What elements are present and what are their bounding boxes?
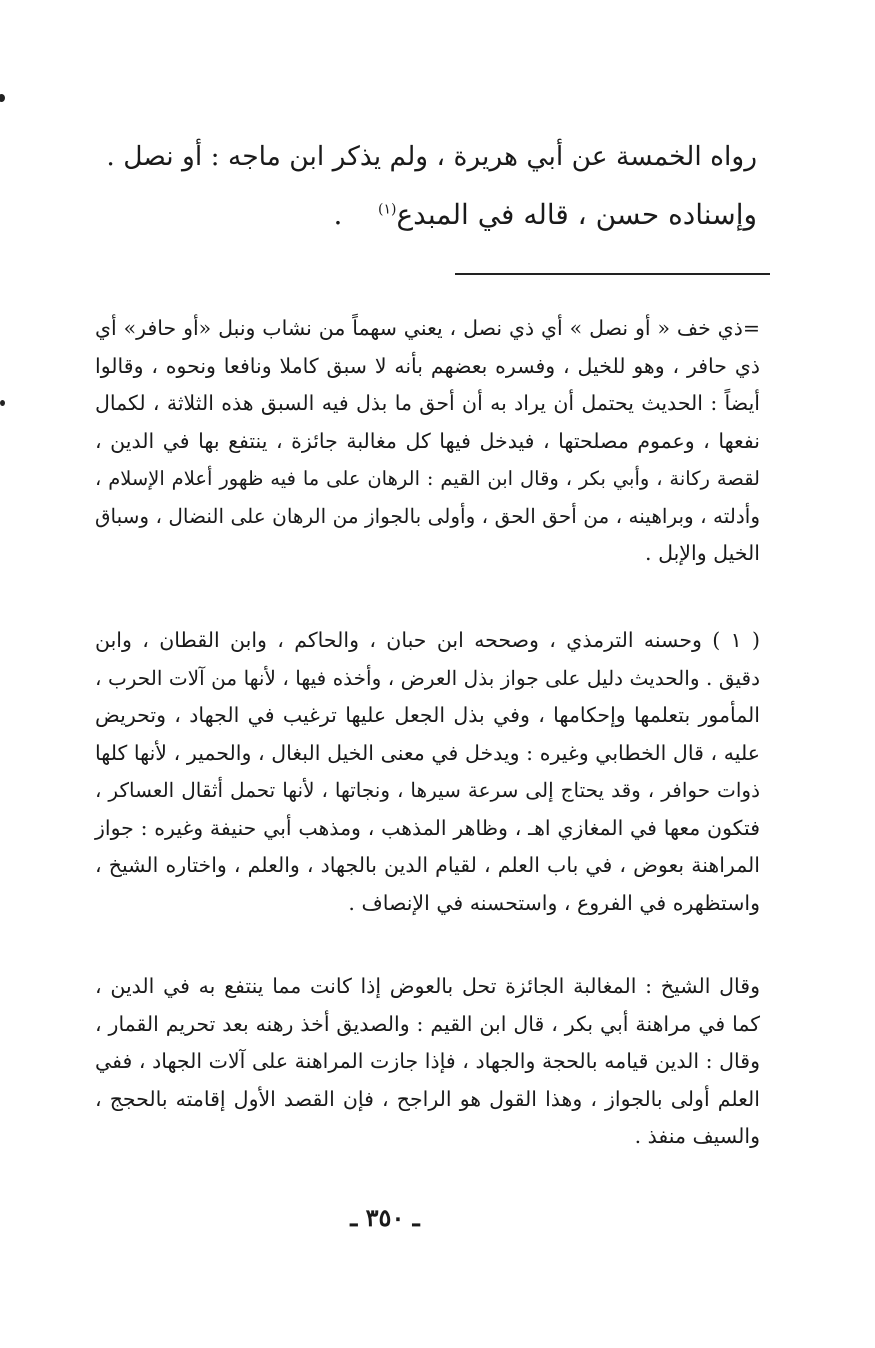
footnote-reference[interactable]: (١): [377, 201, 397, 218]
main-line: رواه الخمسة عن أبي هريرة ، ولم يذكر ابن ماجه : أو نصل .: [106, 141, 757, 172]
footnote-line: ذوات حوافر ، وقد يحتاج إلى سرعة سيرها ، ونجاتها ، لأنها تحمل أثقال العساكر ،: [95, 778, 760, 802]
footnote-separator: [455, 273, 770, 275]
footnote-line: لقصة ركانة ، وأبي بكر ، وقال ابن القيم : الرهان على ما فيه ظهور أعلام الإسلام ،: [95, 467, 760, 490]
footnote-line: =ذي خف « أو نصل » أي ذي نصل ، يعني سهماً من نشاب ونبل «أو حافر» أي: [95, 316, 760, 340]
footnote-line: ذي حافر ، وهو للخيل ، وفسره بعضهم بأنه لا سبق كاملا ونافعا ونحوه ، وقالوا: [95, 353, 760, 378]
footnote-sheikh: [95, 968, 760, 1156]
ink-mark: [0, 400, 5, 406]
ink-mark: [0, 94, 5, 102]
end-mark: .: [333, 198, 343, 231]
footnote-line: كما في مراهنة أبي بكر ، قال ابن القيم : والصديق أخذ رهنه بعد تحريم القمار ،: [95, 1011, 760, 1036]
footnote-line: والسيف منفذ .: [634, 1124, 760, 1148]
footnote-line: نفعها ، وعموم مصلحتها ، فيدخل فيها كل مغالبة جائزة ، ينتفع بها في الدين ،: [95, 428, 760, 453]
footnote-line: المأمور بتعلمها وإحكامها ، وفي بذل الجعل عليها ترغيب في الجهاد ، وتحريض: [95, 703, 760, 727]
main-line-text: وإسناده حسن ، قاله في المبدع: [396, 198, 757, 231]
footnote-line: وقال : الدين قيامه بالحجة والجهاد ، فإذا جازت المراهنة على آلات الجهاد ، ففي: [95, 1049, 760, 1073]
footnote-line: عليه ، قال الخطابي وغيره : ويدخل في معنى الخيل البغال ، والحمير ، لأنها كلها: [95, 740, 760, 765]
footnote-line: وقال الشيخ : المغالبة الجائزة تحل بالعوض إذا كانت مما ينتفع به في الدين ،: [95, 974, 760, 998]
footnote-line: فتكون معها في المغازي اهـ ، وظاهر المذهب ، ومذهب أبي حنيفة وغيره : جواز: [95, 815, 760, 840]
page-number: ـ ٣٥٠ ـ: [350, 1203, 420, 1232]
footnote-line: الخيل والإبل .: [645, 541, 760, 565]
footnote-line: المراهنة بعوض ، في باب العلم ، لقيام الدين بالجهاد ، والعلم ، واختاره الشيخ ،: [95, 853, 760, 877]
footnote-line: أيضاً : الحديث يحتمل أن يراد به أن أحق ما بذل فيه السبق هذه الثلاثة ، لكمال: [95, 391, 760, 415]
main-line: [97, 186, 757, 244]
footnote-line: واستظهره في الفروع ، واستحسنه في الإنصاف .: [348, 890, 760, 915]
main-text: [97, 128, 757, 244]
footnote-1: [95, 622, 760, 922]
footnote-continued: [95, 310, 760, 573]
footnote-line: العلم أولى بالجواز ، وهذا القول هو الراجح ، فإن القصد الأول إقامته بالحجج ،: [95, 1086, 760, 1111]
footnote-line: دقيق . والحديث دليل على جواز بذل العرض ، وأخذه فيها ، لأنها من آلات الحرب ،: [95, 665, 760, 690]
footnote-line: ( ١ ) وحسنه الترمذي ، وصححه ابن حبان ، والحاكم ، وابن القطان ، وابن: [95, 628, 760, 652]
footnote-line: وأدلته ، وبراهينه ، من أحق الحق ، وأولى بالجواز من الرهان على النضال ، وسباق: [95, 503, 760, 528]
